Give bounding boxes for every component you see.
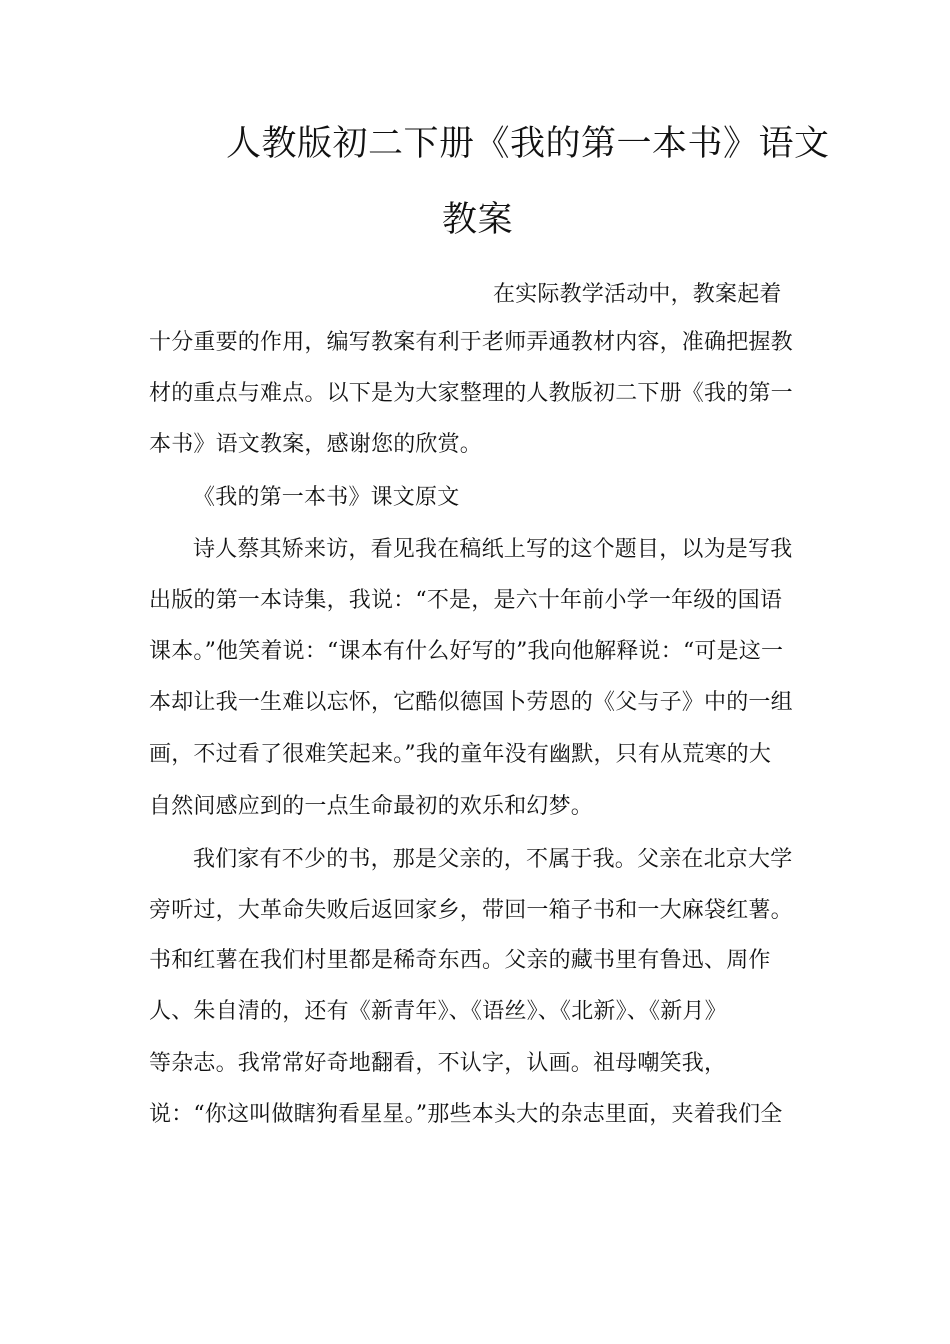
text-line: 十分重要的作用，编写教案有利于老师弄通教材内容，准确把握教 [149, 330, 793, 355]
section-heading: 《我的第一本书》课文原文 [193, 485, 460, 510]
text-line: 我们家有不少的书，那是父亲的，不属于我。父亲在北京大学 [193, 847, 793, 872]
text-line: 自然间感应到的一点生命最初的欢乐和幻梦。 [149, 794, 594, 819]
title-line-2: 教案 [442, 200, 514, 240]
text-line: 出版的第一本诗集，我说：“不是，是六十年前小学一年级的国语 [149, 588, 783, 613]
text-line: 课本。”他笑着说：“课本有什么好写的”我向他解释说：“可是这一 [149, 639, 784, 664]
text-line: 本却让我一生难以忘怀，它酷似德国卜劳恩的《父与子》中的一组 [149, 690, 793, 715]
text-line: 材的重点与难点。以下是为大家整理的人教版初二下册《我的第一 [149, 381, 793, 406]
text-line: 书和红薯在我们村里都是稀奇东西。父亲的藏书里有鲁迅、周作 [149, 948, 771, 973]
text-line: 画，不过看了很难笑起来。”我的童年没有幽默，只有从荒寒的大 [149, 742, 772, 767]
text-line: 本书》语文教案，感谢您的欣赏。 [149, 432, 483, 457]
text-line: 人、朱自清的，还有《新青年》、《语丝》、《北新》、《新月》 [149, 999, 727, 1024]
text-line: 等杂志。我常常好奇地翻看，不认字，认画。祖母嘲笑我， [149, 1051, 727, 1076]
text-line: 旁听过，大革命失败后返回家乡，带回一箱子书和一大麻袋红薯。 [149, 898, 793, 923]
text-line: 在实际教学活动中，教案起着 [493, 282, 782, 307]
title-line-1: 人教版初二下册《我的第一本书》语文 [226, 124, 830, 164]
text-line: 说：“你这叫做瞎狗看星星。”那些本头大的杂志里面，夹着我们全 [149, 1102, 783, 1127]
text-line: 诗人蔡其矫来访，看见我在稿纸上写的这个题目，以为是写我 [193, 537, 793, 562]
